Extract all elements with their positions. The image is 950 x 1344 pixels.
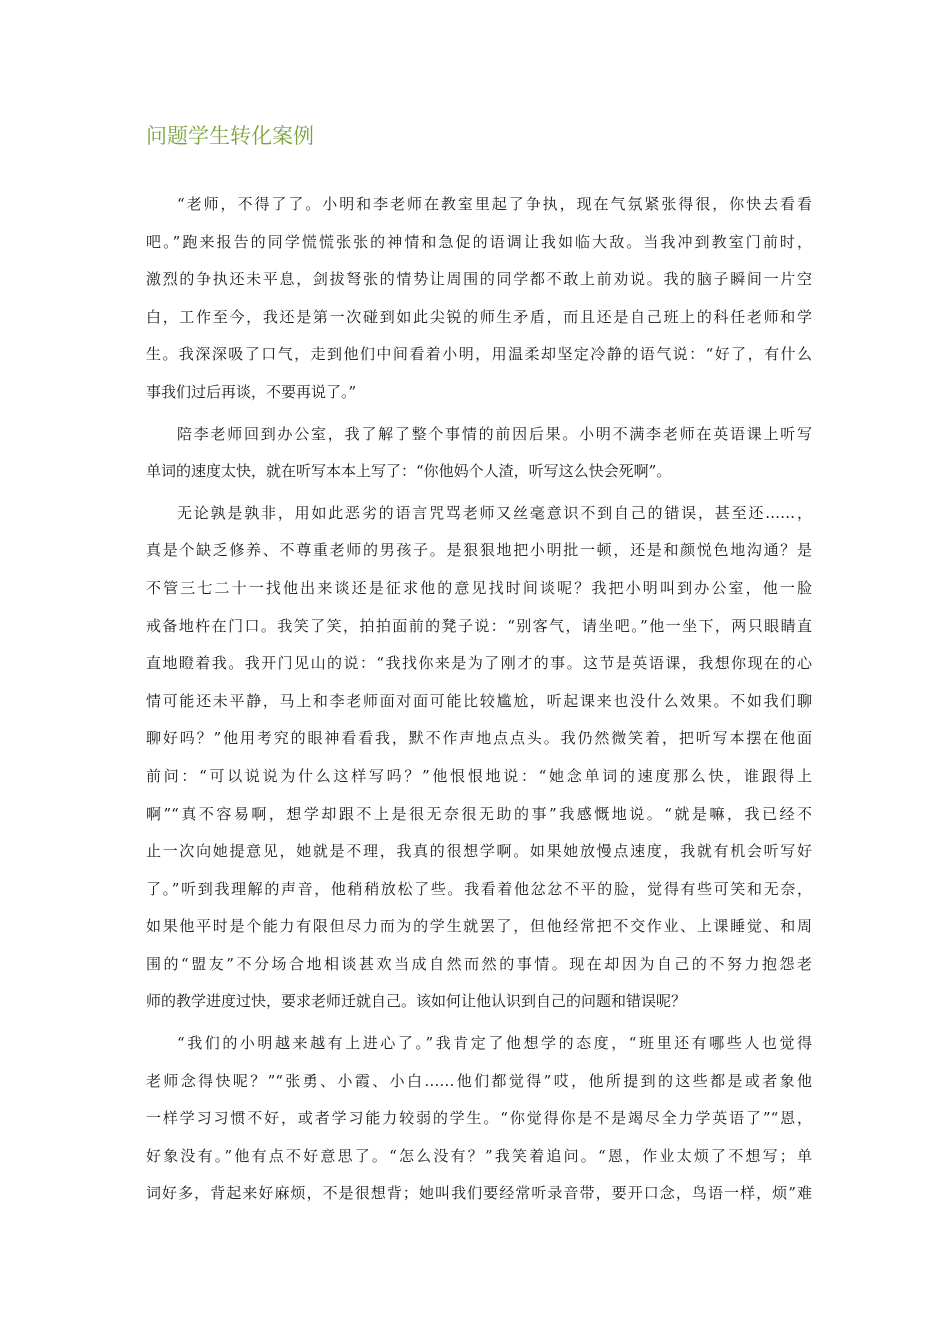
paragraph-line: 吧。”跑来报告的同学慌慌张张的神情和急促的语调让我如临大敌。当我冲到教室门前时， <box>146 232 812 251</box>
paragraph-line: 师的教学进度过快，要求老师迁就自己。该如何让他认识到自己的问题和错误呢？ <box>146 992 687 1011</box>
paragraph-line: 白，工作至今，我还是第一次碰到如此尖锐的师生矛盾，而且还是自己班上的科任老师和学 <box>146 307 812 326</box>
paragraph-line: 生。我深深吸了口气，走到他们中间看着小明，用温柔却坚定冷静的语气说：“好了，有什么 <box>146 345 812 364</box>
paragraph-line: 戒备地杵在门口。我笑了笑，拍拍面前的凳子说：“别客气，请坐吧。”他一坐下，两只眼睛直 <box>146 616 812 635</box>
paragraph-line: 单词的速度太快，就在听写本本上写了：“你他妈个人渣，听写这么快会死啊”。 <box>146 462 672 481</box>
paragraph-line: 一样学习习惯不好，或者学习能力较弱的学生。“你觉得你是不是竭尽全力学英语了”“恩， <box>146 1109 812 1128</box>
paragraph-line: 真是个缺乏修养、不尊重老师的男孩子。是狠狠地把小明批一顿，还是和颜悦色地沟通？是 <box>146 541 812 560</box>
paragraph-line: 不管三七二十一找他出来谈还是征求他的意见找时间谈呢？我把小明叫到办公室，他一脸 <box>146 578 812 597</box>
paragraph-line: 无论孰是孰非，用如此恶劣的语言咒骂老师又丝毫意识不到自己的错误，甚至还……， <box>177 503 812 522</box>
body-paragraph <box>146 1025 812 1213</box>
paragraph-line: 老师念得快呢？”“张勇、小霞、小白……他们都觉得”哎，他所提到的这些都是或者象他 <box>146 1071 812 1090</box>
paragraph-line: 如果他平时是个能力有限但尽力而为的学生就罢了，但他经常把不交作业、上课睡觉、和周 <box>146 917 812 936</box>
paragraph-line: 情可能还未平静，马上和李老师面对面可能比较尴尬，听起课来也没什么效果。不如我们聊 <box>146 691 812 710</box>
paragraph-line: 聊好吗？”他用考究的眼神看看我，默不作声地点点头。我仍然微笑着，把听写本摆在他面 <box>146 729 812 748</box>
paragraph-line: 事我们过后再谈，不要再说了。” <box>146 382 357 401</box>
body-paragraph <box>146 186 812 412</box>
paragraph-line: 激烈的争执还未平息，剑拔弩张的情势让周围的同学都不敢上前劝说。我的脑子瞬间一片空 <box>146 270 812 289</box>
paragraph-line: 啊”“真不容易啊，想学却跟不上是很无奈很无助的事”我感慨地说。“就是嘛，我已经不 <box>146 804 812 823</box>
paragraph-line: 陪李老师回到办公室，我了解了整个事情的前因后果。小明不满李老师在英语课上听写 <box>177 424 812 443</box>
paragraph-line: 止一次向她提意见，她就是不理，我真的很想学啊。如果她放慢点速度，我就有机会听写好 <box>146 842 812 861</box>
paragraph-line: 了。”听到我理解的声音，他稍稍放松了些。我看着他忿忿不平的脸，觉得有些可笑和无奈， <box>146 879 812 898</box>
document-title: 问题学生转化案例 <box>146 124 314 148</box>
body-paragraph <box>146 416 812 491</box>
document-body <box>146 186 812 1217</box>
paragraph-line: 围的“盟友”不分场合地相谈甚欢当成自然而然的事情。现在却因为自己的不努力抱怨老 <box>146 954 812 973</box>
paragraph-line: “老师，不得了了。小明和李老师在教室里起了争执，现在气氛紧张得很，你快去看看 <box>177 195 812 213</box>
body-paragraph <box>146 495 812 1021</box>
paragraph-line: 前问：“可以说说为什么这样写吗？”他恨恨地说：“她念单词的速度那么快，谁跟得上 <box>146 766 812 785</box>
paragraph-line: “我们的小明越来越有上进心了。”我肯定了他想学的态度，“班里还有哪些人也觉得 <box>177 1034 812 1053</box>
paragraph-line: 好象没有。”他有点不好意思了。“怎么没有？”我笑着追问。“恩，作业太烦了不想写；单 <box>146 1146 812 1165</box>
paragraph-line: 直地瞪着我。我开门见山的说：“我找你来是为了刚才的事。这节是英语课，我想你现在的心 <box>146 654 812 673</box>
paragraph-line: 词好多，背起来好麻烦，不是很想背；她叫我们要经常听录音带，要开口念，鸟语一样，烦”难 <box>146 1184 812 1203</box>
